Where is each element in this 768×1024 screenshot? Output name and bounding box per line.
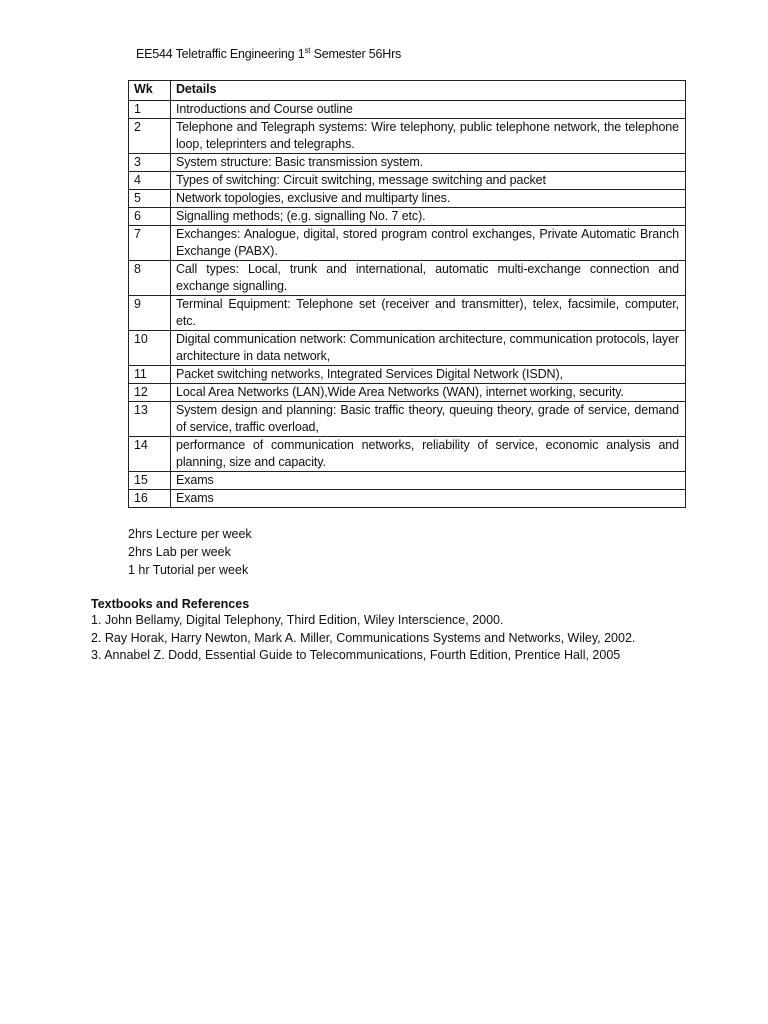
week-details: Exchanges: Analogue, digital, stored program control exchanges, Private Automatic Branch Exchange (PABX).: [171, 226, 686, 261]
table-row: [129, 101, 686, 119]
references-list: [91, 612, 678, 665]
tutorial-hours: 1 hr Tutorial per week: [128, 563, 249, 577]
week-number: 1: [129, 101, 171, 119]
table-row: [129, 190, 686, 208]
lecture-hours: 2hrs Lecture per week: [128, 527, 252, 541]
week-details: Types of switching: Circuit switching, message switching and packet: [171, 172, 686, 190]
week-details: Call types: Local, trunk and international, automatic multi-exchange connection and exchange signalling.: [171, 261, 686, 296]
week-details: Terminal Equipment: Telephone set (receiver and transmitter), telex, facsimile, computer, etc.: [171, 296, 686, 331]
contact-hours: [128, 525, 252, 579]
week-number: 13: [129, 402, 171, 437]
table-row: [129, 366, 686, 384]
week-details: Network topologies, exclusive and multiparty lines.: [171, 190, 686, 208]
week-details: Exams: [171, 472, 686, 490]
week-number: 5: [129, 190, 171, 208]
week-details: Packet switching networks, Integrated Services Digital Network (ISDN),: [171, 366, 686, 384]
course-title: EE544 Teletraffic Engineering 1: [136, 47, 305, 61]
week-number: 14: [129, 437, 171, 472]
week-details: Introductions and Course outline: [171, 101, 686, 119]
week-number: 15: [129, 472, 171, 490]
week-number: 16: [129, 490, 171, 508]
table-row: [129, 296, 686, 331]
week-number: 3: [129, 154, 171, 172]
week-number: 11: [129, 366, 171, 384]
weekly-schedule-table: [128, 80, 686, 508]
page-title: [136, 46, 401, 61]
table-row: [129, 331, 686, 366]
table-row: [129, 119, 686, 154]
table-row: [129, 490, 686, 508]
table-row: [129, 384, 686, 402]
table-row: [129, 172, 686, 190]
week-details: Telephone and Telegraph systems: Wire telephony, public telephone network, the telephone loop, teleprinters and telegraphs.: [171, 119, 686, 154]
week-number: 6: [129, 208, 171, 226]
table-row: [129, 472, 686, 490]
reference-item: 3. Annabel Z. Dodd, Essential Guide to Telecommunications, Fourth Edition, Prentice Hall, 2005: [91, 648, 621, 662]
reference-item: 1. John Bellamy, Digital Telephony, Third Edition, Wiley Interscience, 2000.: [91, 613, 504, 627]
semester-hours: Semester 56Hrs: [310, 47, 402, 61]
reference-item: 2. Ray Horak, Harry Newton, Mark A. Miller, Communications Systems and Networks, Wiley, 2002.: [91, 630, 636, 645]
week-details: System design and planning: Basic traffic theory, queuing theory, grade of service, demand of service, traffic overload,: [171, 402, 686, 437]
week-number: 8: [129, 261, 171, 296]
table-row: [129, 208, 686, 226]
week-number: 7: [129, 226, 171, 261]
week-number: 4: [129, 172, 171, 190]
table-row: [129, 154, 686, 172]
table-row: [129, 437, 686, 472]
table-header-row: [129, 81, 686, 101]
lab-hours: 2hrs Lab per week: [128, 545, 231, 559]
semester-ordinal-suffix: st: [304, 46, 311, 55]
column-header-week: Wk: [129, 81, 171, 101]
table-row: [129, 261, 686, 296]
week-number: 12: [129, 384, 171, 402]
week-details: Local Area Networks (LAN),Wide Area Networks (WAN), internet working, security.: [171, 384, 686, 402]
week-details: Digital communication network: Communication architecture, communication protocols, layer architecture in data network,: [171, 331, 686, 366]
week-number: 10: [129, 331, 171, 366]
week-details: Signalling methods; (e.g. signalling No. 7 etc).: [171, 208, 686, 226]
week-details: performance of communication networks, reliability of service, economic analysis and planning, size and capacity.: [171, 437, 686, 472]
references-heading: Textbooks and References: [91, 597, 250, 611]
week-details: System structure: Basic transmission system.: [171, 154, 686, 172]
table-row: [129, 226, 686, 261]
week-number: 9: [129, 296, 171, 331]
week-number: 2: [129, 119, 171, 154]
column-header-details: Details: [171, 81, 686, 101]
week-details: Exams: [171, 490, 686, 508]
table-row: [129, 402, 686, 437]
